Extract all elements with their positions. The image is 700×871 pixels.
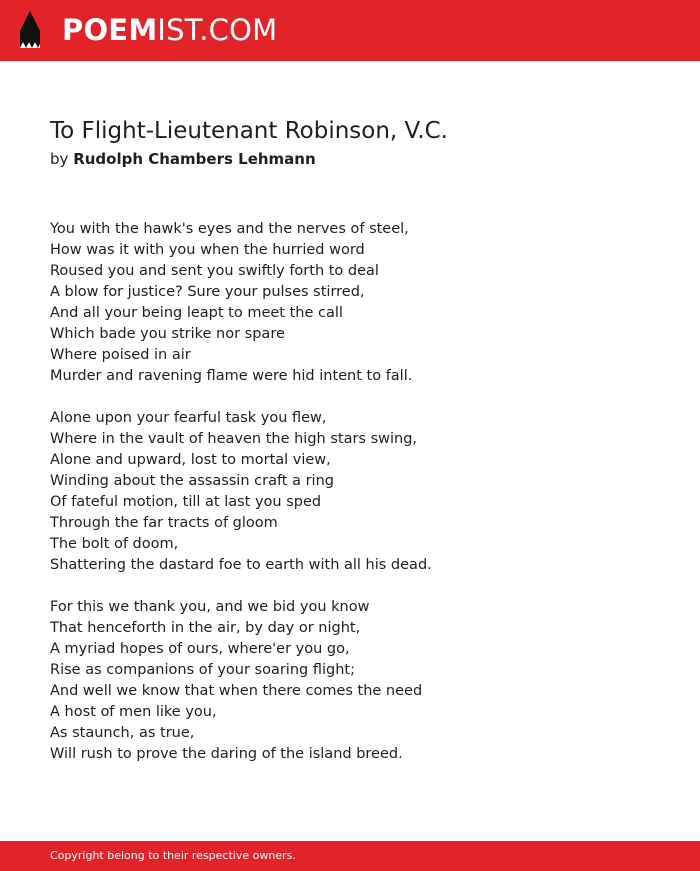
poem-line: How was it with you when the hurried word <box>50 242 365 258</box>
poem-title: To Flight-Lieutenant Robinson, V.C. <box>50 118 448 144</box>
poem-line: The bolt of doom, <box>50 536 179 552</box>
poem-line: Where in the vault of heaven the high stars swing, <box>50 431 418 447</box>
poem-stanza <box>50 219 650 387</box>
poem-line: A blow for justice? Sure your pulses stirred, <box>50 284 365 300</box>
poem-line: Of fateful motion, till at last you sped <box>50 494 322 510</box>
poem-byline <box>50 148 316 170</box>
poem-line: And well we know that when there comes the need <box>50 683 423 699</box>
poem-line: Shattering the dastard foe to earth with all his dead. <box>50 557 432 573</box>
poem-line: As staunch, as true, <box>50 725 195 741</box>
poem-line: Will rush to prove the daring of the island breed. <box>50 746 403 762</box>
pencil-logo-icon[interactable] <box>17 10 43 50</box>
poem-line: A myriad hopes of ours, where'er you go, <box>50 641 350 657</box>
poem-stanza <box>50 597 650 765</box>
poem-line: Which bade you strike nor spare <box>50 326 285 342</box>
poem-body <box>50 219 650 786</box>
copyright-notice: Copyright belong to their respective owners. <box>50 849 296 862</box>
poem-line: For this we thank you, and we bid you know <box>50 599 370 615</box>
poem-author: Rudolph Chambers Lehmann <box>73 150 316 168</box>
poem-line: Where poised in air <box>50 347 191 363</box>
poem-stanza <box>50 408 650 576</box>
poem-line: That henceforth in the air, by day or night, <box>50 620 361 636</box>
poem-line: Alone upon your fearful task you flew, <box>50 410 327 426</box>
poem-line: Through the far tracts of gloom <box>50 515 278 531</box>
site-logo[interactable] <box>62 12 277 48</box>
site-footer <box>0 841 700 871</box>
poem-line: A host of men like you, <box>50 704 217 720</box>
by-label: by <box>50 150 69 168</box>
poem-line: Rise as companions of your soaring flight; <box>50 662 355 678</box>
site-header <box>0 0 700 61</box>
poem-line: Murder and ravening flame were hid intent to fall. <box>50 368 413 384</box>
poem-line: Alone and upward, lost to mortal view, <box>50 452 331 468</box>
logo-text-light: IST.COM <box>157 13 278 47</box>
poem-line: And all your being leapt to meet the call <box>50 305 343 321</box>
poem-line: Winding about the assassin craft a ring <box>50 473 334 489</box>
logo-text-bold: POEM <box>62 13 158 47</box>
poem-line: You with the hawk's eyes and the nerves of steel, <box>50 221 409 237</box>
poem-line: Roused you and sent you swiftly forth to deal <box>50 263 379 279</box>
